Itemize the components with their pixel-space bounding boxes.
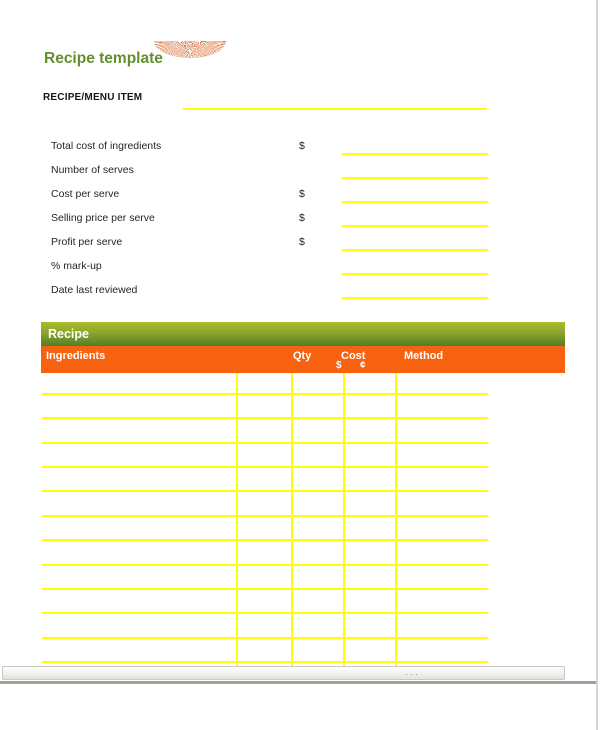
field-label: Date last reviewed — [51, 284, 138, 296]
field-label: Cost per serve — [51, 188, 120, 200]
window-bottom-edge — [0, 681, 598, 684]
column-header-method: Method — [404, 350, 444, 362]
field-label: Profit per serve — [51, 236, 123, 248]
recipe-menu-item-heading: RECIPE/MENU ITEM — [43, 92, 143, 103]
table-row-line — [42, 393, 488, 395]
column-header-cost-cents: ¢ — [360, 360, 366, 371]
column-header-cost-dollars: $ — [336, 360, 342, 371]
table-row-line — [42, 490, 488, 492]
summary-field-row — [0, 284, 600, 308]
field-input-line[interactable] — [342, 225, 488, 227]
column-header-cost: Cost — [341, 350, 366, 362]
table-column-line — [291, 373, 293, 666]
field-label: % mark-up — [51, 260, 102, 272]
table-row-line — [42, 417, 488, 419]
dollar-sign: $ — [299, 188, 305, 200]
summary-field-row — [0, 164, 600, 188]
table-header — [41, 346, 565, 373]
field-input-line[interactable] — [342, 153, 488, 155]
scrollbar-grip-icon[interactable]: ··· — [405, 669, 420, 679]
field-label: Number of serves — [51, 164, 134, 176]
fan-icon — [154, 41, 226, 58]
page-right-edge — [596, 0, 598, 730]
summary-field-row — [0, 140, 600, 164]
table-row-line — [42, 564, 488, 566]
table-row-line — [42, 515, 488, 517]
page-title: Recipe template — [44, 50, 163, 67]
table-row-line — [42, 612, 488, 614]
summary-field-row — [0, 212, 600, 236]
table-row-line — [42, 539, 488, 541]
field-label: Selling price per serve — [51, 212, 155, 224]
field-input-line[interactable] — [342, 297, 488, 299]
horizontal-scrollbar[interactable] — [2, 666, 565, 680]
field-input-line[interactable] — [342, 249, 488, 251]
dollar-sign: $ — [299, 212, 305, 224]
table-row-line — [42, 661, 488, 663]
column-header-ingredients: Ingredients — [46, 350, 106, 362]
summary-field-row — [0, 188, 600, 212]
field-input-line[interactable] — [342, 177, 488, 179]
recipe-menu-item-input-line[interactable] — [183, 108, 487, 110]
summary-field-row — [0, 260, 600, 284]
table-column-line — [343, 373, 345, 666]
table-column-line — [236, 373, 238, 666]
table-column-line — [395, 373, 397, 666]
dollar-sign: $ — [299, 236, 305, 248]
table-row-line — [42, 442, 488, 444]
field-input-line[interactable] — [342, 201, 488, 203]
dollar-sign: $ — [299, 140, 305, 152]
field-label: Total cost of ingredients — [51, 140, 162, 152]
column-header-qty: Qty — [293, 350, 312, 362]
summary-field-row — [0, 236, 600, 260]
field-input-line[interactable] — [342, 273, 488, 275]
table-row-line — [42, 637, 488, 639]
recipe-banner-label: Recipe — [48, 327, 89, 341]
table-row-line — [42, 588, 488, 590]
recipe-banner — [41, 322, 565, 346]
table-row-line — [42, 466, 488, 468]
